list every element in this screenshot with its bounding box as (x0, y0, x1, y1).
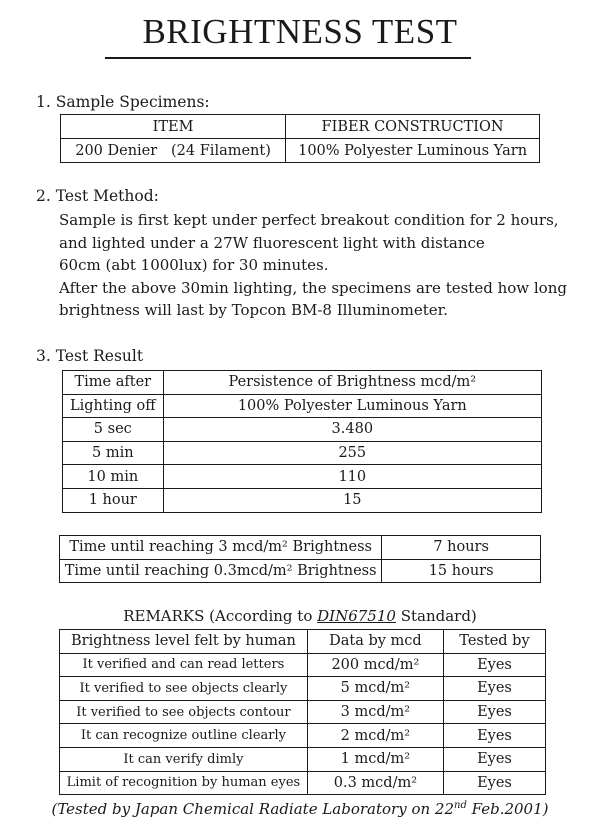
cell-level: Limit of recognition by human eyes (60, 771, 308, 795)
cell-level: It verified and can read letters (60, 653, 308, 677)
cell-level: It can verify dimly (60, 747, 308, 771)
remarks-title-suffix: Standard) (395, 607, 477, 625)
time-until-table (59, 535, 541, 583)
cell-time: 10 min (63, 465, 164, 489)
sample-specimens-table (60, 114, 540, 163)
cell-time-until-label: Time until reaching 0.3mcd/m² Brightness (60, 559, 382, 583)
cell-tested: Eyes (443, 653, 545, 677)
test-result-table (62, 370, 542, 513)
cell-item: 200 Denier (24 Filament) (61, 139, 286, 163)
header-lighting-off: Lighting off (63, 394, 164, 418)
table-header-row (63, 371, 542, 395)
table-header-row (63, 394, 542, 418)
table-row (63, 465, 542, 489)
header-tested-by: Tested by (443, 630, 545, 654)
table-row (60, 559, 541, 583)
cell-level: It can recognize outline clearly (60, 724, 308, 748)
footer-prefix: (Tested by Japan Chemical Radiate Laboratory on 22 (51, 800, 455, 818)
cell-fiber-construction: 100% Polyester Luminous Yarn (286, 139, 540, 163)
table-row (60, 747, 546, 771)
table-row (61, 139, 540, 163)
table-header-row (61, 115, 540, 139)
cell-tested: Eyes (443, 747, 545, 771)
cell-tested: Eyes (443, 677, 545, 701)
cell-value: 3.480 (163, 418, 541, 442)
table-row (60, 771, 546, 795)
table-header-row (60, 630, 546, 654)
section-2-heading: 2. Test Method: (36, 187, 159, 205)
title-underline (105, 57, 471, 59)
test-method-line: After the above 30min lighting, the specimens are tested how long (59, 278, 567, 297)
page-title: BRIGHTNESS TEST (142, 12, 458, 51)
cell-data: 5 mcd/m² (307, 677, 443, 701)
cell-time-until-label: Time until reaching 3 mcd/m² Brightness (60, 536, 382, 560)
cell-value: 15 (163, 488, 541, 512)
test-method-line: 60cm (abt 1000lux) for 30 minutes. (59, 256, 329, 274)
cell-tested: Eyes (443, 724, 545, 748)
cell-value: 110 (163, 465, 541, 489)
footer-superscript: nd (454, 800, 467, 811)
cell-level: It verified to see objects clearly (60, 677, 308, 701)
header-yarn: 100% Polyester Luminous Yarn (163, 394, 541, 418)
header-persistence: Persistence of Brightness mcd/m² (163, 371, 541, 395)
remarks-standard: DIN67510 (317, 607, 396, 625)
header-fiber-construction: FIBER CONSTRUCTION (286, 115, 540, 139)
section-3-heading: 3. Test Result (36, 347, 144, 365)
cell-tested: Eyes (443, 700, 545, 724)
header-data-by-mcd: Data by mcd (307, 630, 443, 654)
cell-data: 1 mcd/m² (307, 747, 443, 771)
cell-value: 255 (163, 441, 541, 465)
cell-data: 200 mcd/m² (307, 653, 443, 677)
footer-suffix: Feb.2001) (466, 800, 549, 818)
header-item: ITEM (61, 115, 286, 139)
test-method-line: brightness will last by Topcon BM-8 Illuminometer. (59, 301, 448, 319)
cell-level: It verified to see objects contour (60, 700, 308, 724)
cell-data: 2 mcd/m² (307, 724, 443, 748)
header-time-after: Time after (63, 371, 164, 395)
test-method-line: Sample is first kept under perfect breakout condition for 2 hours, (59, 211, 559, 229)
remarks-title (0, 607, 600, 625)
table-row (63, 441, 542, 465)
header-brightness-level: Brightness level felt by human (60, 630, 308, 654)
cell-tested: Eyes (443, 771, 545, 795)
test-method-line: and lighted under a 27W fluorescent light with distance (59, 233, 485, 252)
table-row (60, 677, 546, 701)
test-method-text (59, 209, 579, 322)
table-row (60, 724, 546, 748)
table-row (63, 488, 542, 512)
table-row (63, 418, 542, 442)
section-1-heading: 1. Sample Specimens: (36, 93, 210, 111)
table-row (60, 653, 546, 677)
cell-time: 5 min (63, 441, 164, 465)
cell-time: 1 hour (63, 488, 164, 512)
cell-time: 5 sec (63, 418, 164, 442)
cell-data: 0.3 mcd/m² (307, 771, 443, 795)
table-row (60, 700, 546, 724)
remarks-table (59, 629, 546, 795)
footer-note (0, 800, 600, 818)
cell-time-until-value: 7 hours (382, 536, 541, 560)
cell-time-until-value: 15 hours (382, 559, 541, 583)
table-row (60, 536, 541, 560)
cell-data: 3 mcd/m² (307, 700, 443, 724)
remarks-title-prefix: REMARKS (According to (123, 607, 318, 625)
